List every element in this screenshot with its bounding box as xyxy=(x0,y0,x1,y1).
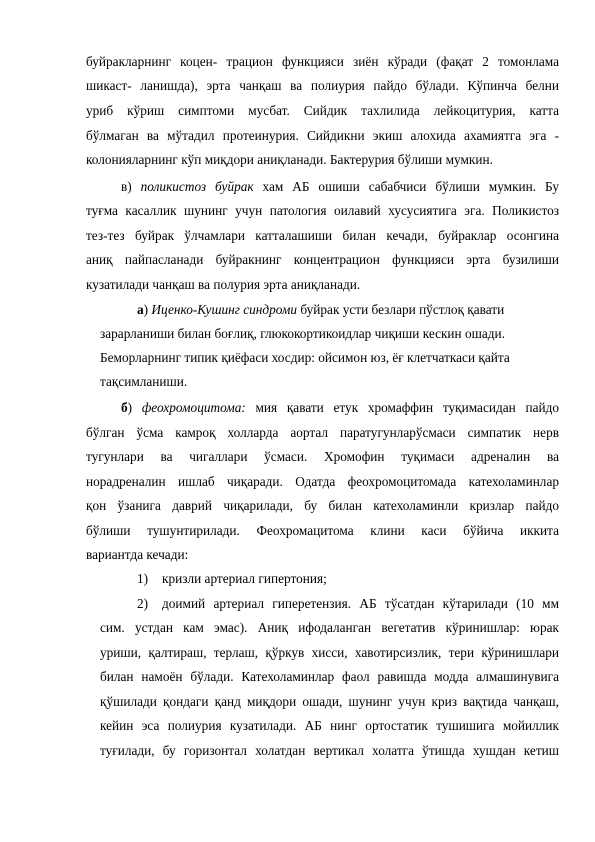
list-item-2-line-3: уриши, қалтираш, терлаш, қўркув хисси, хавотирсизлик, тери кўринишлари xyxy=(100,645,559,660)
paragraph-4-line-5: қон ўзанига даврий чиқарилади, бу билан катехоламинли кризлар пайдо xyxy=(86,498,559,513)
paragraph-4-paren: ) xyxy=(127,400,133,415)
paragraph-2-line-4: аниқ пайпасланади буйракнинг концентрацион функцияси эрта бузилиши xyxy=(86,252,559,267)
list-item-1-number: 1) xyxy=(137,571,149,586)
paragraph-2-line-2: туғма касаллик шунинг учун патология оилавий хусусиятига эга. Поликистоз xyxy=(86,203,559,218)
list-item-2-line-4: билан намоён бўлади. Катехоламинлар фаол равишда модда алмашинувига xyxy=(100,669,559,684)
paragraph-2-line-3: тез-тез буйрак ўлчамлари катталашиши билан кечади, буйраклар осонгина xyxy=(86,228,559,243)
paragraph-2-first-rest: хам АБ ошиши сабабчиси бўлиши мумкин. Бу xyxy=(253,179,559,194)
list-item-2-line-1: доимий артериал гиперетензия. АБ тўсатдан кўтарилади (10 мм xyxy=(162,596,559,611)
list-item-2-line-6: кейин эса полиурия кузатилади. АБ нинг ортостатик тушишига мойиллик xyxy=(100,718,559,733)
paragraph-1-line-3: уриб кўриш симптоми мусбат. Сийдик тахлилида лейкоцитурия, катта xyxy=(86,103,559,118)
paragraph-3-line-4: тақсимланиши. xyxy=(100,374,188,389)
paragraph-4-line-3: тугунлари ва чигаллари ўсмаси. Хромофин туқимаси адреналин ва xyxy=(86,449,559,464)
paragraph-2-lead: в) xyxy=(121,179,132,194)
paragraph-2-line-5: кузатилади чанқаш ва полурия эрта аниқланади. xyxy=(86,277,361,292)
paragraph-3-line-1 xyxy=(137,302,559,318)
paragraph-4-line-4: норадреналин ишлаб чиқаради. Одатда феохромоцитомада катехоламинлар xyxy=(86,474,559,489)
paragraph-2-term: поликистоз буйрак xyxy=(140,179,254,194)
paragraph-3-line-2: зарарланиши билан боғлиқ, глюкокортикоидлар чиқиши кескин ошади. xyxy=(100,326,505,341)
paragraph-3-line-3: Беморларнинг типик қиёфаси хосдир: ойсимон юз, ёғ клетчаткаси қайта xyxy=(100,350,510,365)
list-item-2-line-5: қўшилади қондаги қанд миқдори ошади, шунинг учун криз вақтида чанқаш, xyxy=(100,694,559,709)
paragraph-1-line-4: бўлмаган ва мўтадил протеинурия. Сийдикни экиш алохида ахамиятга эга - xyxy=(86,128,559,143)
paragraph-4-term: феохромоцитома: xyxy=(141,400,246,415)
paragraph-4-first-rest: мия қавати етук хромаффин туқимасидан пайдо xyxy=(245,400,559,415)
paragraph-4-lead: б xyxy=(121,400,128,415)
list-item-2-number: 2) xyxy=(137,596,149,611)
list-item-2-line-7: туғилади, бу горизонтал холатдан вертикал холатга ўтишда хушдан кетиш xyxy=(100,743,559,758)
paragraph-1-line-5: колонияларнинг кўп миқдори аниқланади. Бактерурия бўлиши мумкин. xyxy=(86,152,493,167)
list-item-1-text: кризли артериал гипертония; xyxy=(162,571,327,586)
paragraph-4-line-6: бўлиши тушунтирилади. Феохромацитома клини каси бўйича иккита xyxy=(86,523,559,538)
paragraph-4-line-2: бўлган ўсма камроқ холларда аортал паратугунларўсмаси симпатик нерв xyxy=(86,425,559,440)
paragraph-1-line-1: буйракларнинг коцен- трацион функцияси зиён кўради (фақат 2 томонлама xyxy=(86,54,559,69)
paragraph-2-line-1 xyxy=(121,179,559,195)
paragraph-3-first-rest: буйрак усти безлари пўстлоқ қавати xyxy=(297,302,505,317)
paragraph-3-paren: ) xyxy=(143,302,149,317)
paragraph-3-lead: а xyxy=(137,302,144,317)
paragraph-3-term: Иценко-Кушинг синдроми xyxy=(151,302,298,317)
paragraph-1-line-2: шикаст- ланишда), эрта чанқаш ва полиурия пайдо бўлади. Кўпинча белни xyxy=(86,78,559,93)
paragraph-4-line-7: вариантда кечади: xyxy=(86,547,189,562)
paragraph-4-line-1 xyxy=(121,400,559,416)
list-item-2-line-2: сим. устдан кам эмас). Аниқ ифодаланган вегетатив кўринишлар: юрак xyxy=(100,620,559,635)
